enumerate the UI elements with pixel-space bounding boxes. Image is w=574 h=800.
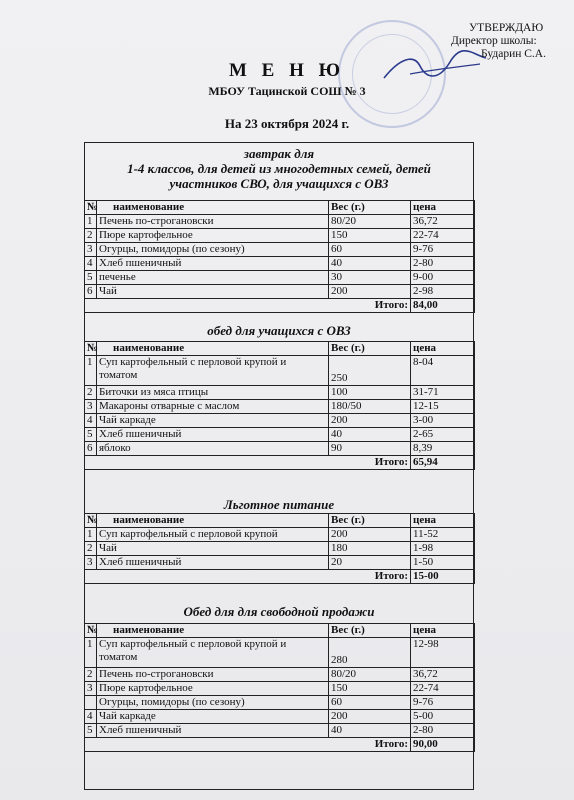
row-price: 1-50	[411, 556, 475, 570]
row-name: Макароны отварные с маслом	[97, 400, 329, 414]
menu-table	[84, 341, 475, 470]
row-weight: 40	[329, 428, 411, 442]
table-row	[85, 668, 475, 682]
approval-heading: УТВЕРЖДАЮ	[469, 22, 544, 34]
total-row	[85, 456, 475, 470]
row-name: Чай каркаде	[97, 414, 329, 428]
row-price: 12-15	[411, 400, 475, 414]
header-name: наименование	[97, 514, 329, 528]
total-label: Итого:	[85, 456, 411, 470]
table-header-row	[85, 514, 475, 528]
row-weight: 200	[329, 414, 411, 428]
row-price: 11-52	[411, 528, 475, 542]
section-title-line: завтрак для	[243, 146, 315, 161]
section-title	[86, 323, 472, 338]
row-weight: 200	[329, 285, 411, 299]
table-header-row	[85, 624, 475, 638]
row-weight: 150	[329, 682, 411, 696]
row-name: Печень по-строгановски	[97, 668, 329, 682]
row-num: 1	[85, 215, 97, 229]
row-num: 6	[85, 442, 97, 456]
table-row	[85, 257, 475, 271]
row-weight: 40	[329, 724, 411, 738]
approval-block	[451, 22, 546, 61]
table-row	[85, 528, 475, 542]
row-weight: 80/20	[329, 668, 411, 682]
row-price: 36,72	[411, 215, 475, 229]
total-value: 15-00	[411, 570, 475, 584]
table-row	[85, 428, 475, 442]
row-name: Печень по-строгановски	[97, 215, 329, 229]
row-price: 2-98	[411, 285, 475, 299]
row-num: 2	[85, 668, 97, 682]
section-title-line: 1-4 классов, для детей из многодетных семей, детей	[127, 161, 431, 176]
row-num: 2	[85, 229, 97, 243]
row-name: Огурцы, помидоры (по сезону)	[97, 243, 329, 257]
row-weight: 90	[329, 442, 411, 456]
school-name: МБОУ Тацинской СОШ № 3	[208, 84, 366, 98]
section-title-line: участников СВО, для учащихся с ОВЗ	[169, 176, 389, 191]
row-num	[85, 696, 97, 710]
row-weight: 200	[329, 528, 411, 542]
row-weight: 40	[329, 257, 411, 271]
row-num: 2	[85, 386, 97, 400]
row-name: Хлеб пшеничный	[97, 724, 329, 738]
header-num: №	[85, 201, 97, 215]
row-num: 5	[85, 428, 97, 442]
total-row	[85, 299, 475, 313]
row-name: печенье	[97, 271, 329, 285]
table-row	[85, 682, 475, 696]
row-weight: 20	[329, 556, 411, 570]
section-title-line: обед для учащихся с ОВЗ	[207, 323, 351, 338]
row-price: 12-98	[411, 638, 475, 668]
approval-position: Директор школы:	[451, 35, 537, 47]
header-num: №	[85, 342, 97, 356]
row-name: Пюре картофельное	[97, 229, 329, 243]
row-name: Чай	[97, 542, 329, 556]
row-name: Огурцы, помидоры (по сезону)	[97, 696, 329, 710]
total-value: 90,00	[411, 738, 475, 752]
section-title	[86, 604, 472, 619]
row-weight: 60	[329, 696, 411, 710]
row-price: 9-00	[411, 271, 475, 285]
row-name: Биточки из мяса птицы	[97, 386, 329, 400]
section-title	[86, 497, 472, 512]
row-name: Хлеб пшеничный	[97, 428, 329, 442]
table-row	[85, 229, 475, 243]
row-weight: 280	[329, 638, 411, 668]
header-weight: Вес (г.)	[329, 624, 411, 638]
row-name: Хлеб пшеничный	[97, 556, 329, 570]
header-price: цена	[411, 514, 475, 528]
row-num: 1	[85, 528, 97, 542]
approval-director-name: Бударин С.А.	[481, 48, 546, 60]
row-weight: 180	[329, 542, 411, 556]
header-weight: Вес (г.)	[329, 514, 411, 528]
row-name: яблоко	[97, 442, 329, 456]
row-price: 5-00	[411, 710, 475, 724]
menu-date: На 23 октября 2024 г.	[224, 116, 350, 131]
row-price: 1-98	[411, 542, 475, 556]
row-name: Суп картофельный с перловой крупой и томатом	[97, 356, 329, 386]
row-weight: 200	[329, 710, 411, 724]
menu-table	[84, 513, 475, 584]
header-name: наименование	[97, 624, 329, 638]
row-name: Суп картофельный с перловой крупой и томатом	[97, 638, 329, 668]
row-num: 1	[85, 356, 97, 386]
table-row	[85, 556, 475, 570]
total-value: 84,00	[411, 299, 475, 313]
table-row	[85, 271, 475, 285]
row-name: Пюре картофельное	[97, 682, 329, 696]
table-row	[85, 724, 475, 738]
header-weight: Вес (г.)	[329, 342, 411, 356]
table-row	[85, 356, 475, 386]
section-title-line: Льготное питание	[223, 497, 335, 512]
total-value: 65,94	[411, 456, 475, 470]
row-price: 2-80	[411, 257, 475, 271]
table-row	[85, 710, 475, 724]
row-price: 8,39	[411, 442, 475, 456]
table-row	[85, 386, 475, 400]
row-weight: 180/50	[329, 400, 411, 414]
row-num: 6	[85, 285, 97, 299]
row-num: 5	[85, 724, 97, 738]
header-num: №	[85, 624, 97, 638]
header-name: наименование	[97, 201, 329, 215]
row-num: 3	[85, 243, 97, 257]
row-num: 4	[85, 414, 97, 428]
table-row	[85, 243, 475, 257]
row-num: 4	[85, 257, 97, 271]
row-name: Чай	[97, 285, 329, 299]
row-weight: 100	[329, 386, 411, 400]
total-row	[85, 570, 475, 584]
row-price: 9-76	[411, 243, 475, 257]
header-price: цена	[411, 624, 475, 638]
table-row	[85, 638, 475, 668]
row-weight: 30	[329, 271, 411, 285]
section-title-line: Обед для для свободной продажи	[183, 604, 375, 619]
header-num: №	[85, 514, 97, 528]
total-label: Итого:	[85, 738, 411, 752]
header-name: наименование	[97, 342, 329, 356]
header-price: цена	[411, 342, 475, 356]
header-weight: Вес (г.)	[329, 201, 411, 215]
row-num: 4	[85, 710, 97, 724]
menu-table	[84, 200, 475, 313]
row-name: Суп картофельный с перловой крупой	[97, 528, 329, 542]
row-weight: 150	[329, 229, 411, 243]
row-price: 3-00	[411, 414, 475, 428]
row-num: 3	[85, 400, 97, 414]
total-row	[85, 738, 475, 752]
row-price: 2-80	[411, 724, 475, 738]
row-price: 31-71	[411, 386, 475, 400]
row-num: 1	[85, 638, 97, 668]
page-title: М Е Н Ю	[228, 60, 346, 81]
table-row	[85, 400, 475, 414]
row-price: 22-74	[411, 229, 475, 243]
table-row	[85, 442, 475, 456]
row-name: Чай каркаде	[97, 710, 329, 724]
row-price: 2-65	[411, 428, 475, 442]
row-weight: 60	[329, 243, 411, 257]
table-row	[85, 285, 475, 299]
table-row	[85, 414, 475, 428]
total-label: Итого:	[85, 570, 411, 584]
row-weight: 250	[329, 356, 411, 386]
row-num: 3	[85, 556, 97, 570]
table-header-row	[85, 342, 475, 356]
total-label: Итого:	[85, 299, 411, 313]
table-row	[85, 215, 475, 229]
row-price: 8-04	[411, 356, 475, 386]
row-price: 36,72	[411, 668, 475, 682]
row-price: 22-74	[411, 682, 475, 696]
section-title	[86, 146, 472, 191]
row-num: 2	[85, 542, 97, 556]
row-weight: 80/20	[329, 215, 411, 229]
row-name: Хлеб пшеничный	[97, 257, 329, 271]
table-row	[85, 696, 475, 710]
menu-table	[84, 623, 475, 752]
header-price: цена	[411, 201, 475, 215]
table-row	[85, 542, 475, 556]
row-num: 3	[85, 682, 97, 696]
row-num: 5	[85, 271, 97, 285]
table-header-row	[85, 201, 475, 215]
row-price: 9-76	[411, 696, 475, 710]
